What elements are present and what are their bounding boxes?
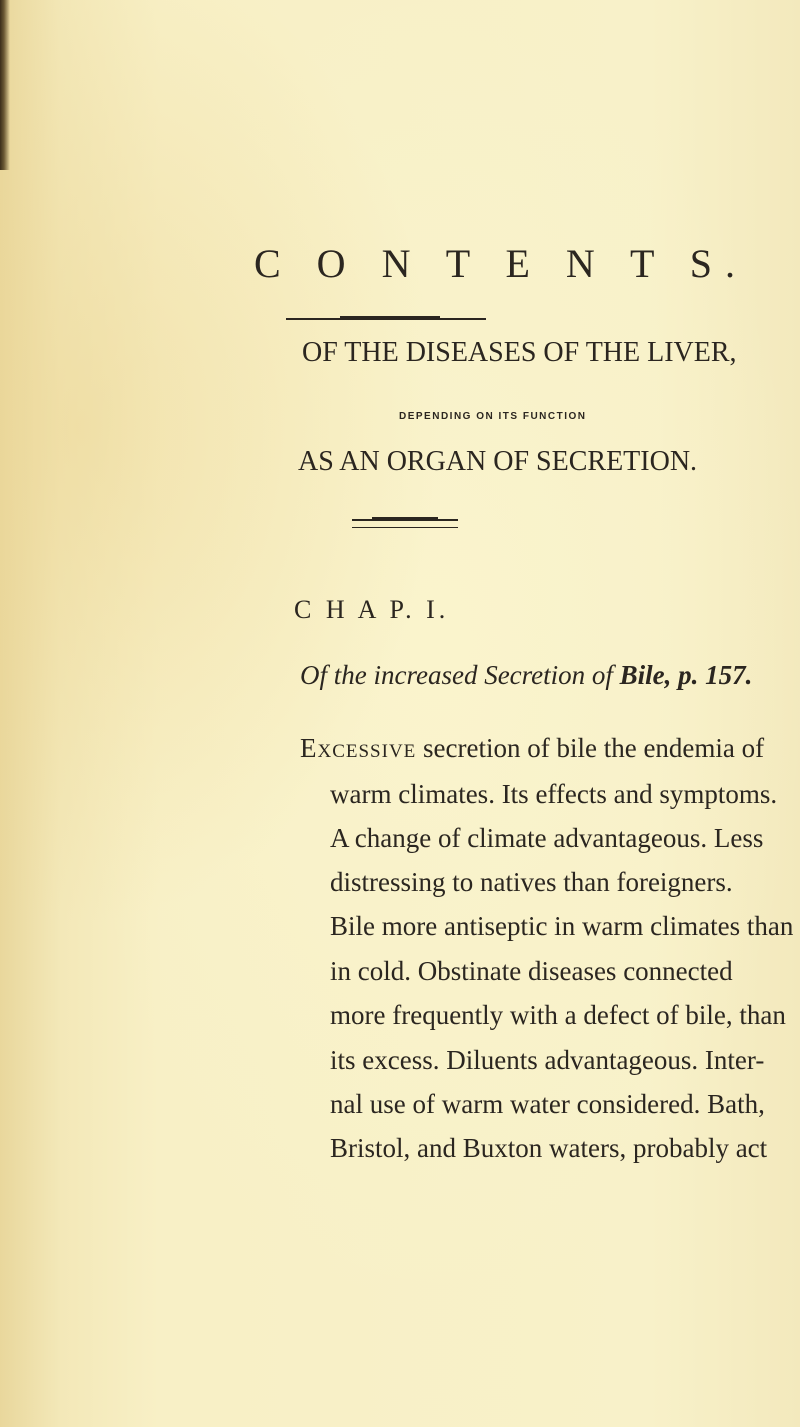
body-line: in cold. Obstinate diseases connected (330, 956, 733, 986)
body-line: more frequently with a defect of bile, than (330, 1000, 786, 1030)
section-rule-top (352, 519, 458, 521)
chapter-subtitle-page: p. 157. (678, 660, 753, 690)
body-line-text: secretion of bile the endemia of (423, 733, 765, 763)
book-spine-shadow (0, 0, 10, 170)
section-heading-line1: OF THE DISEASES OF THE LIVER, (302, 337, 737, 368)
body-lead-word: Excessive (300, 733, 417, 763)
title-rule (286, 318, 486, 320)
chapter-subtitle (300, 660, 752, 691)
chapter-subtitle-bile: Bile, (619, 660, 672, 690)
body-line: distressing to natives than foreigners. (330, 867, 733, 897)
chapter-subtitle-lead: Of the increased Secretion of (300, 660, 613, 690)
body-line: warm climates. Its effects and symptoms. (330, 779, 778, 809)
body-line: nal use of warm water considered. Bath, (330, 1089, 765, 1119)
section-rule-top-thick (372, 517, 438, 519)
body-line: Bile more antiseptic in warm climates than (330, 911, 794, 941)
chapter-heading: C H A P. I. (294, 595, 450, 624)
body-line: A change of climate advantageous. Less (330, 823, 764, 853)
section-rule-bottom (352, 527, 458, 528)
body-line: its excess. Diluents advantageous. Inter- (330, 1045, 765, 1075)
title-rule-thick (340, 316, 440, 318)
body-line (300, 733, 764, 764)
body-line: Bristol, and Buxton waters, probably act (330, 1133, 768, 1163)
section-heading-line2: AS AN ORGAN OF SECRETION. (298, 446, 698, 477)
contents-title: C O N T E N T S. (254, 241, 748, 286)
section-subheading: DEPENDING ON ITS FUNCTION (399, 411, 587, 422)
